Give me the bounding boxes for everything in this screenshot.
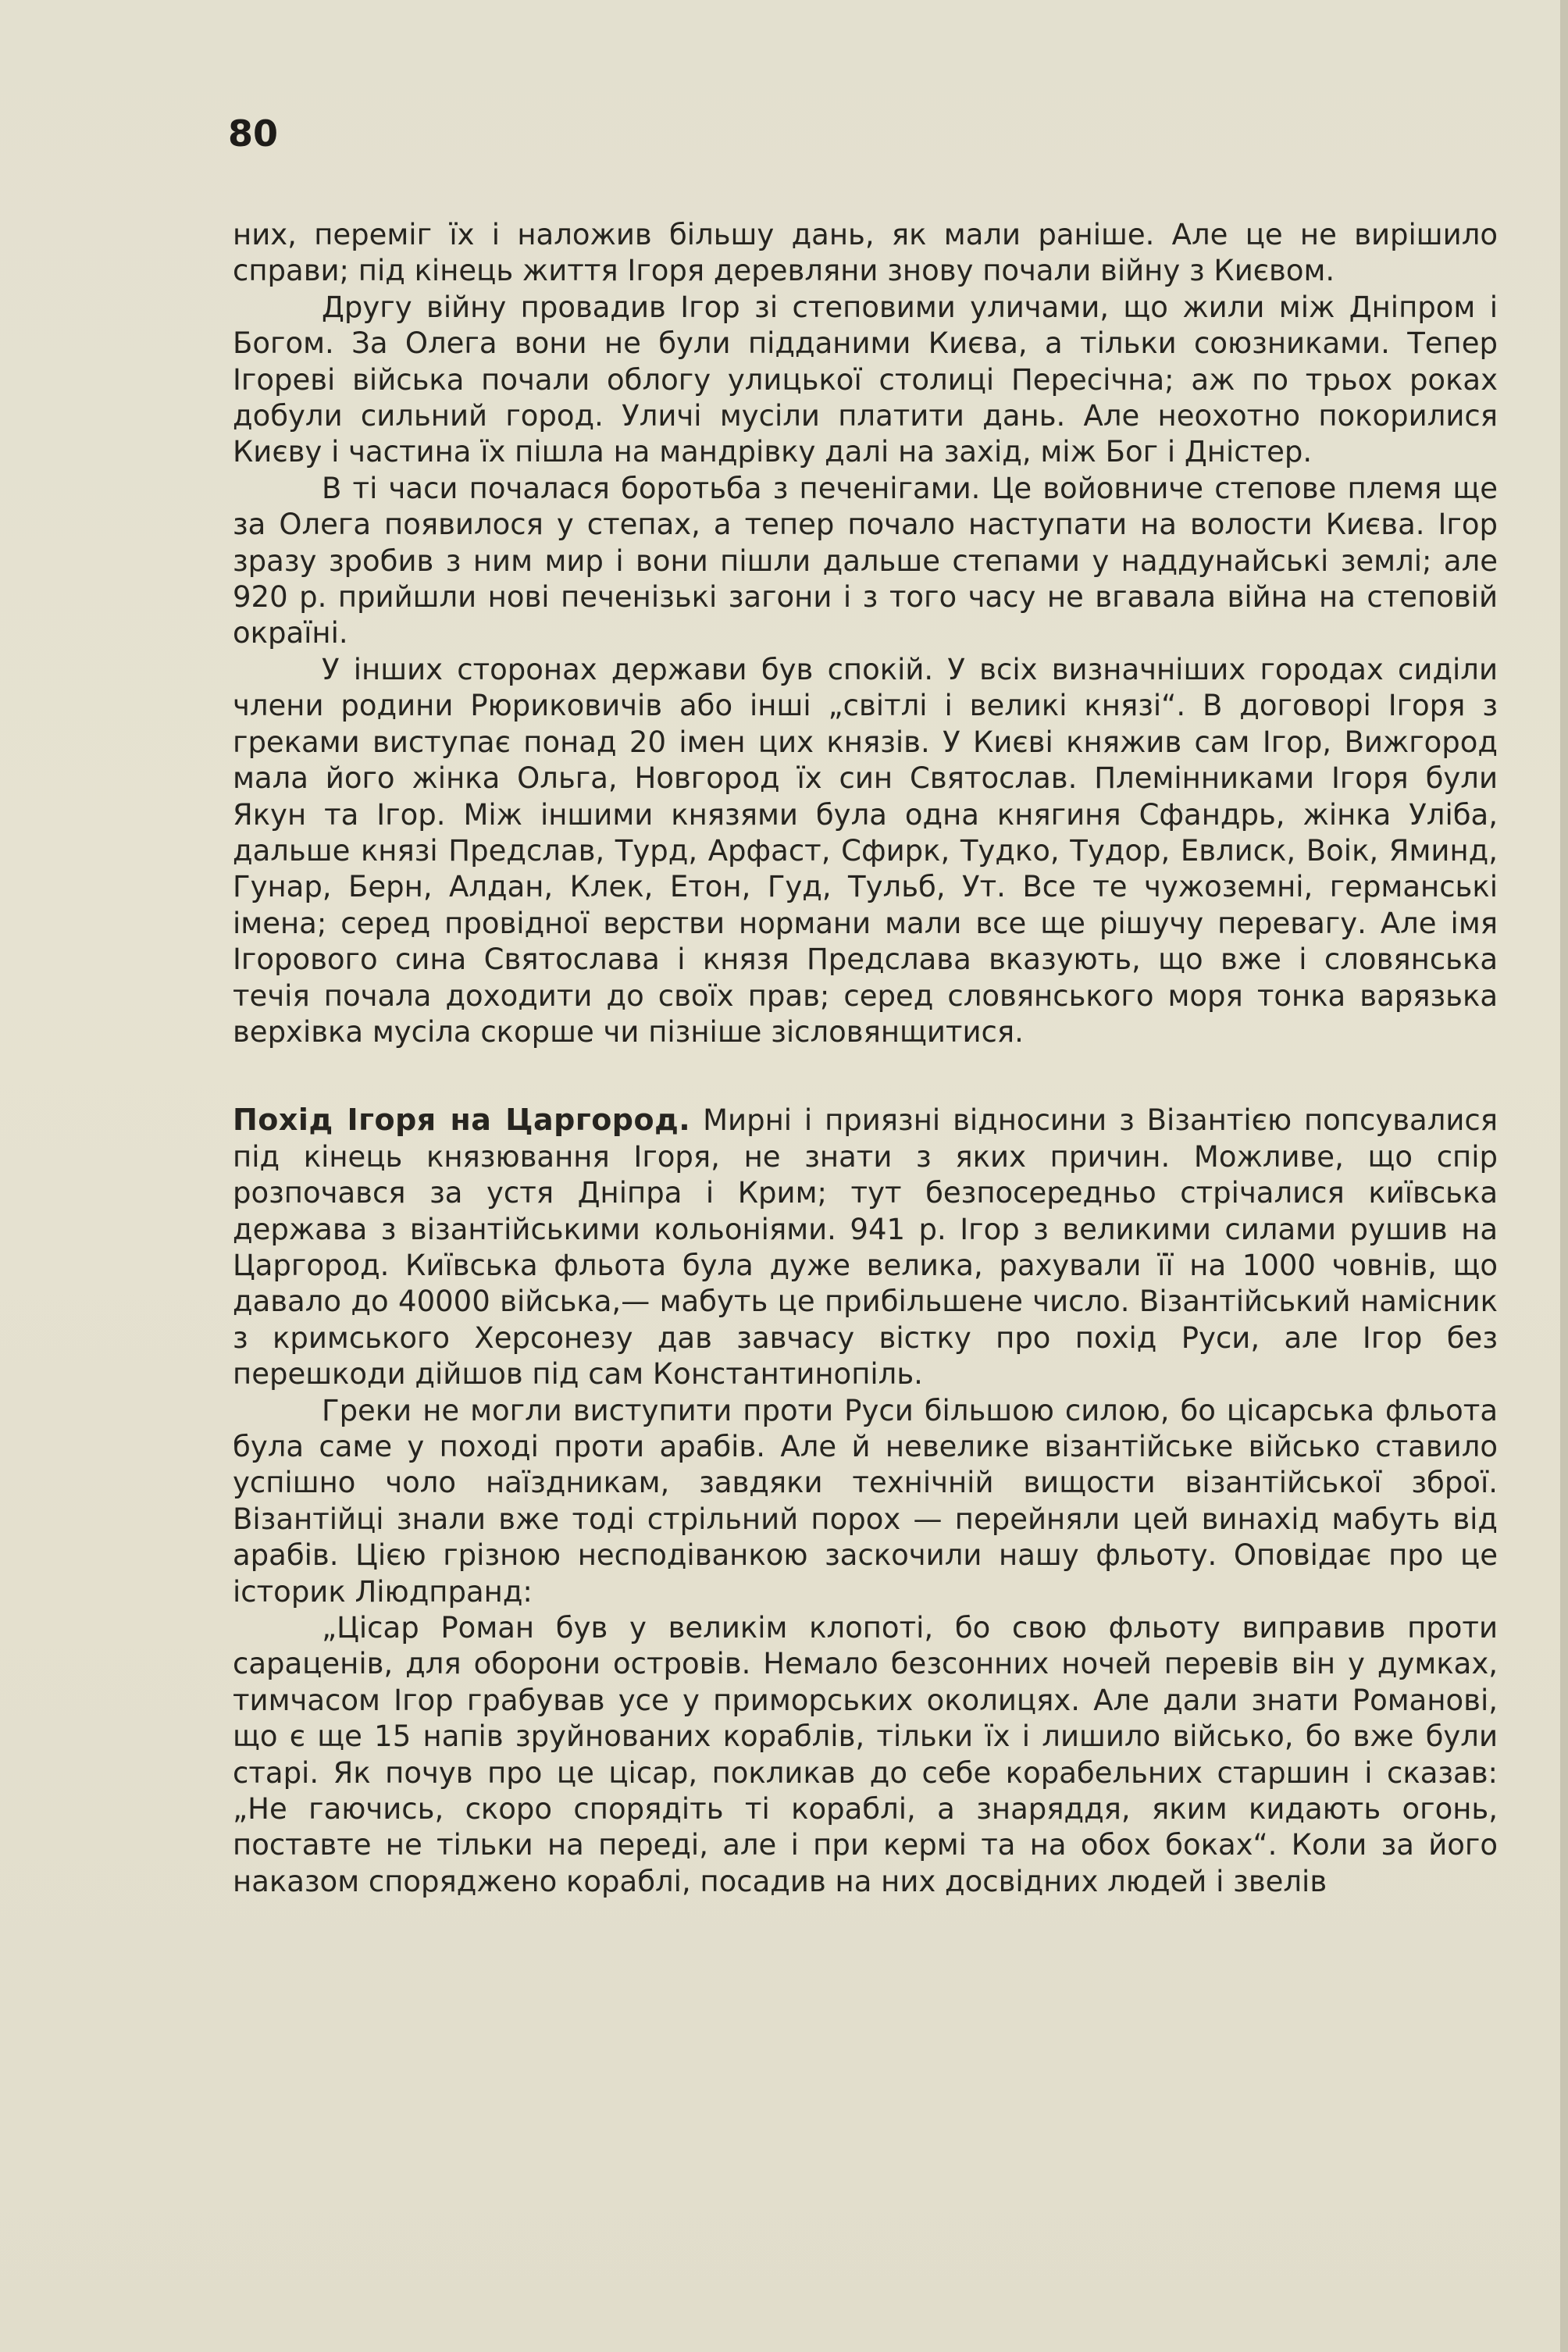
paragraph-2: Другу війну провадив Ігор зі степовими уличами, що жили між Дніпром і Богом. За Олега вони не були підданими Києва, а тільки союзниками. Тепер Ігореві війська почали облогу улицької столиці Пересічна; аж по трьох роках добули сильний город. Уличі мусіли платити дань. Але неохотно покорилися Києву і частина їх пішла на мандрівку далі на захід, між Бог і Дністер. (233, 290, 1498, 469)
paragraph-3: В ті часи почалася боротьба з печенігами. Це войовниче степове племя ще за Олега появилося у степах, а тепер почало наступати на волости Києва. Ігор зразу зробив з ним мир і вони пішли дальше степами у наддунайські землі; але 920 р. прийшли нові печенізькі загони і з того часу не вгавала війна на степовій окраїні. (233, 471, 1498, 650)
page-edge (1560, 0, 1568, 2352)
section-lead-paragraph (233, 1102, 1498, 1392)
section-igor-campaign (233, 1102, 1498, 1900)
body-text (233, 217, 1498, 1900)
section-paragraph-1: Греки не могли виступити проти Руси більшою силою, бо цісарська фльота була саме у поході проти арабів. Але й невелике візантійське військо ставило успішно чоло наїздникам, завдяки технічній вищости візантійської зброї. Візантійці знали вже тоді стрільний порох — перейняли цей винахід мабуть від арабів. Цією грізною несподіванкою заскочили нашу фльоту. Оповідає про це історик Ліюдпранд: (233, 1393, 1498, 1609)
paragraph-1: них, переміг їх і наложив більшу дань, як мали раніше. Але це не вирішило справи; під кінець життя Ігоря деревляни знову почали війну з Києвом. (233, 218, 1498, 288)
section-heading: Похід Ігоря на Царгород. (233, 1103, 691, 1138)
section-lead-text: Мирні і приязні відносини з Візантією попсувалися під кінець князювання Ігоря, не знати з яких причин. Можливе, що спір розпочався за устя Дніпра і Крим; тут безпосередньо стрічалися київська держава з візантійськими кольоніями. 941 р. Ігор з великими силами рушив на Царгород. Київська фльота була дуже велика, рахували її на 1000 човнів, що давало до 40000 війська,— мабуть це прибільшене число. Візантійський намісник з кримського Херсонезу дав завчасу вістку про похід Руси, але Ігор без перешкоди дійшов під сам Константинопіль. (233, 1103, 1498, 1392)
section-paragraph-2: „Цісар Роман був у великім клопоті, бо свою фльоту виправив проти сараценів, для оборони островів. Немало безсонних ночей перевів він у думках, тимчасом Ігор грабував усе у приморських околицях. Але дали знати Романові, що є ще 15 напів зруйнованих кораблів, тільки їх і лишило військо, бо вже були старі. Як почув про це цісар, покликав до себе корабельних старшин і сказав: „Не гаючись, скоро спорядіть ті кораблі, а знаряддя, яким кидають огонь, поставте не тільки на переді, але і при кермі та на обох боках“. Коли за його наказом споряджено кораблі, посадив на них досвідних людей і звелів (233, 1611, 1498, 1898)
page-number: 80 (228, 112, 279, 155)
paragraph-4: У інших сторонах держави був спокій. У всіх визначніших городах сиділи члени родини Рюриковичів або інші „світлі і великі князі“. В договорі Ігоря з греками виступає понад 20 імен цих князів. У Києві княжив сам Ігор, Вижгород мала його жінка Ольга, Новгород їх син Святослав. Племінниками Ігоря були Якун та Ігор. Між іншими князями була одна княгиня Сфандрь, жінка Уліба, дальше князі Предслав, Турд, Арфаст, Сфирк, Тудко, Тудор, Евлиск, Воік, Яминд, Гунар, Берн, Алдан, Клек, Етон, Гуд, Тульб, Ут. Все те чужоземні, германські імена; серед провідної верстви нормани мали все ще рішучу перевагу. Але імя Ігорового сина Святослава і князя Предслава вказують, що вже і словянська течія почала доходити до своїх прав; серед словянського моря тонка варязька верхівка мусіла скорше чи пізніше зісловянщитися. (233, 652, 1498, 1049)
